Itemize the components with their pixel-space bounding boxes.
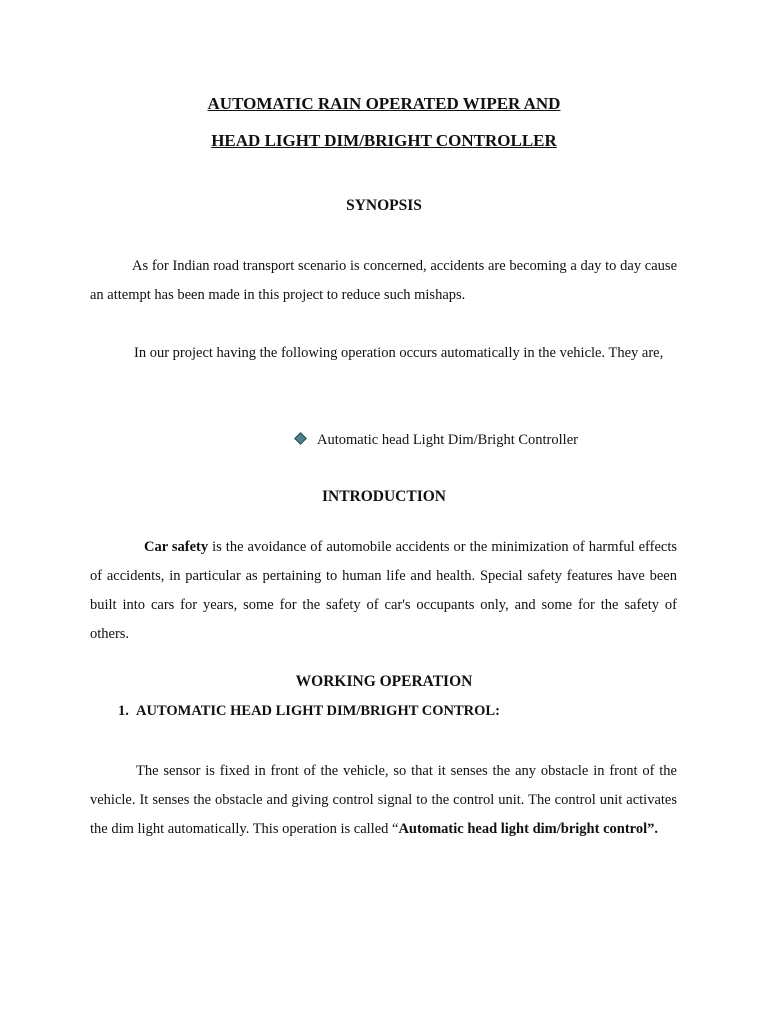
synopsis-paragraph-1-text: As for Indian road transport scenario is concerned, accidents are becoming a day to day cause an attempt has been made in this project to reduce such mishaps.: [90, 258, 677, 303]
introduction-bold-lead: Car safety: [144, 539, 209, 555]
introduction-text: is the avoidance of automobile accidents or the minimization of harmful effects of accidents, in particular as pertaining to human life and health. Special safety features have been built into cars for years, some for the safety of car's occupants only, and some for the safety of others.: [90, 539, 677, 642]
introduction-paragraph: [90, 533, 677, 649]
item-number: 1.: [118, 703, 129, 719]
working-paragraph: [90, 757, 677, 844]
synopsis-paragraph-1: [90, 252, 677, 310]
working-paragraph-text: The sensor is fixed in front of the vehicle, so that it senses the any obstacle in front of the vehicle. It senses the obstacle and giving control signal to the control unit. The control unit activates the dim light automatically. This operation is called “: [90, 763, 677, 837]
synopsis-heading: SYNOPSIS: [346, 197, 422, 214]
title-line-2: HEAD LIGHT DIM/BRIGHT CONTROLLER: [211, 131, 557, 150]
item-title: AUTOMATIC HEAD LIGHT DIM/BRIGHT CONTROL:: [136, 703, 500, 719]
bullet-item-text: Automatic head Light Dim/Bright Controller: [317, 432, 578, 448]
numbered-item: [118, 703, 500, 720]
synopsis-paragraph-2-text: In our project having the following operation occurs automatically in the vehicle. They are,: [134, 345, 664, 361]
title-line-1: AUTOMATIC RAIN OPERATED WIPER AND: [207, 94, 561, 113]
working-paragraph-bold: Automatic head light dim/bright control”.: [398, 821, 658, 837]
synopsis-paragraph-2: [90, 339, 677, 368]
bullet-item: [296, 430, 578, 450]
diamond-bullet-icon: [294, 432, 307, 445]
introduction-heading: INTRODUCTION: [321, 488, 446, 505]
working-operation-heading: WORKING OPERATION: [295, 673, 473, 690]
